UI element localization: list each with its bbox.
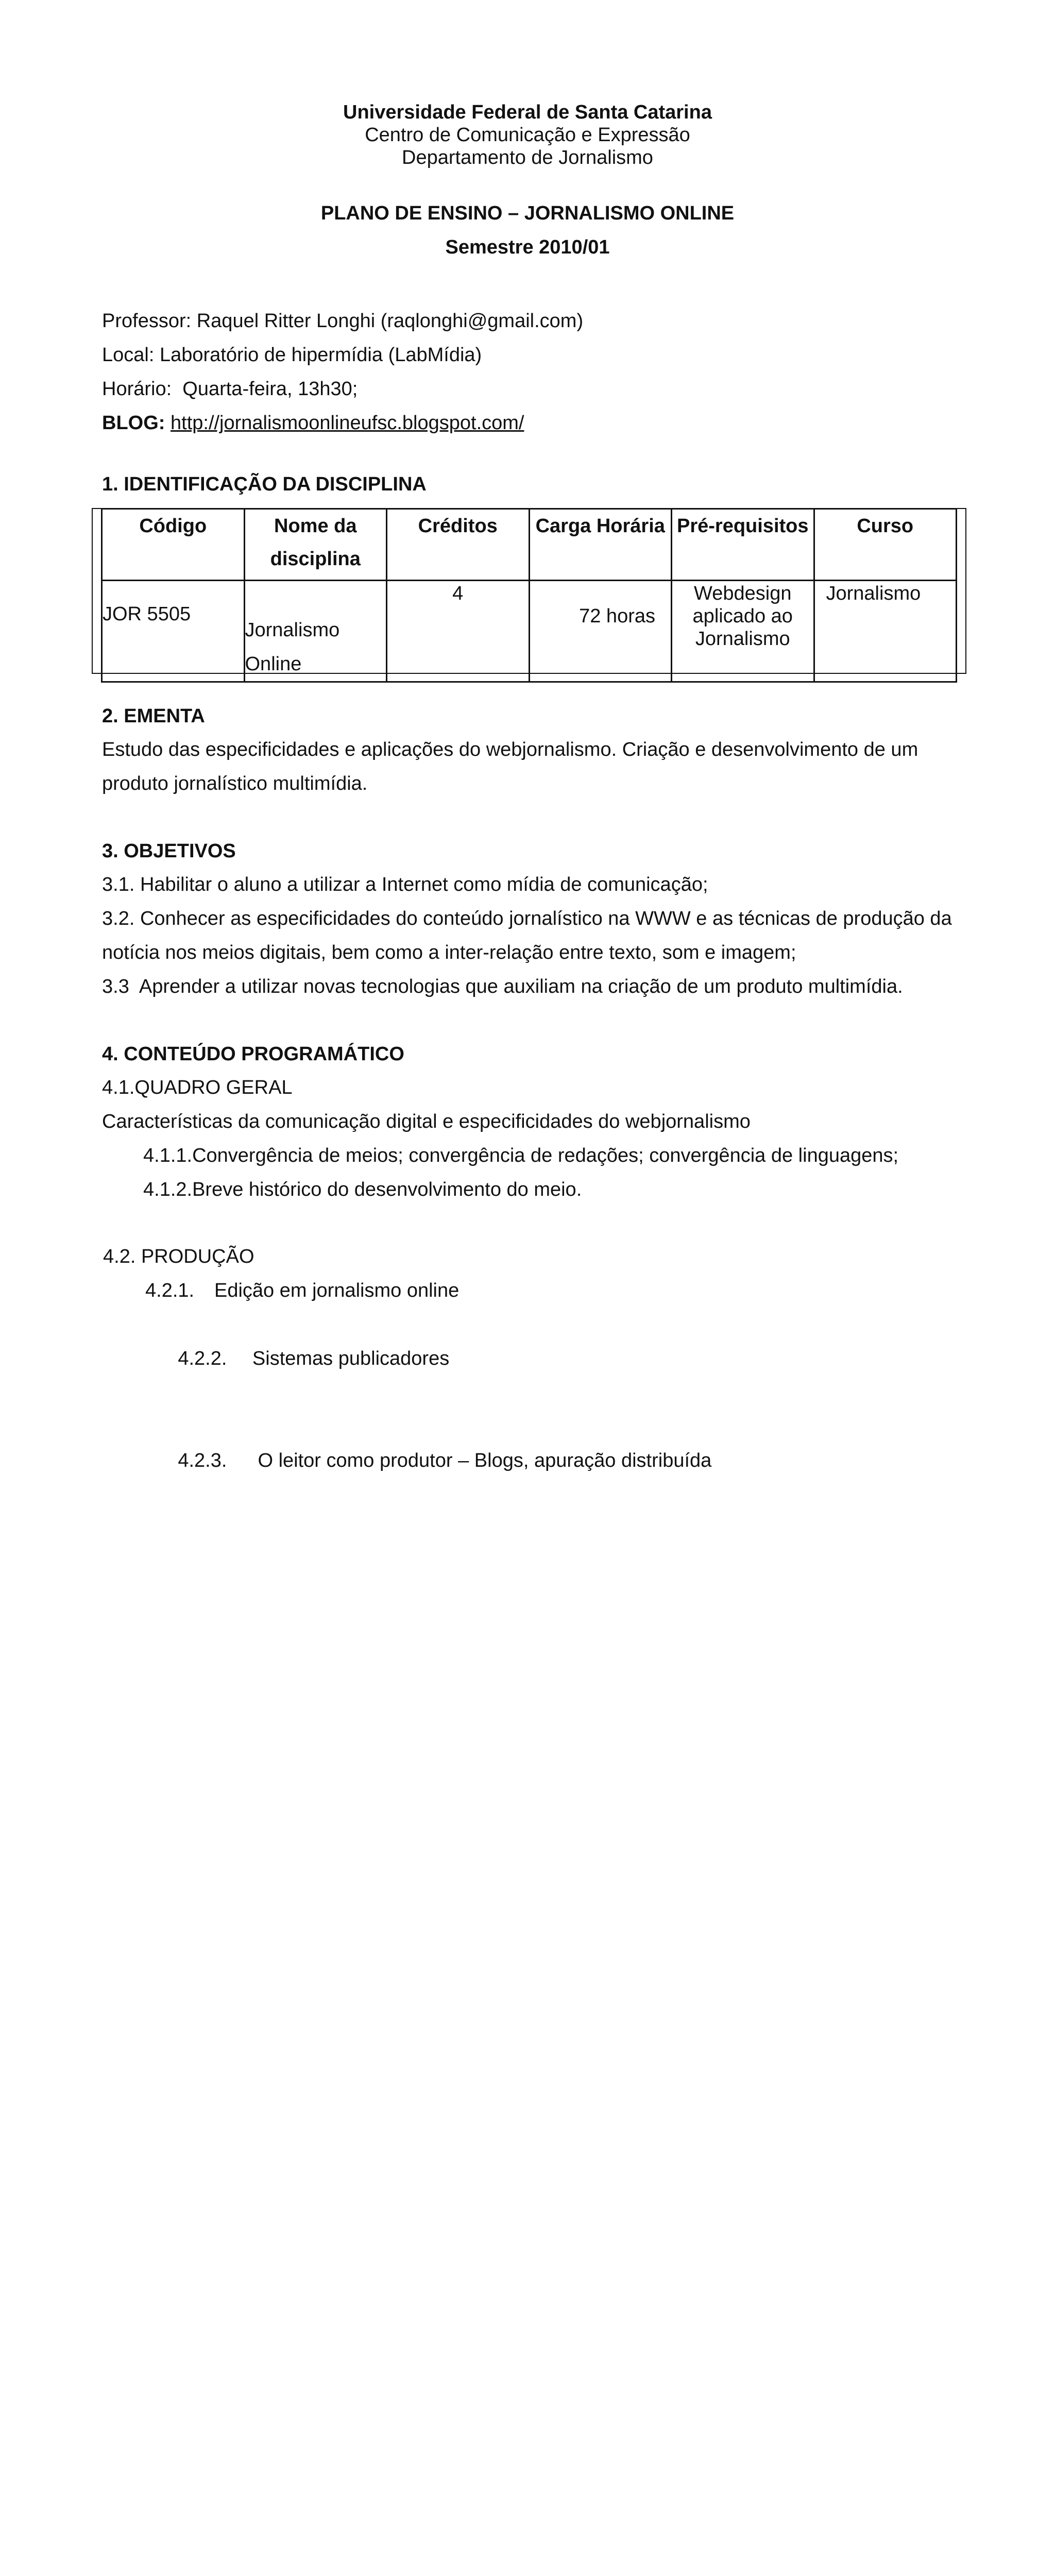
ementa-line1: Estudo das especificidades e aplicações do webjornalismo. Criação e desenvolvimento de um: [102, 739, 918, 760]
header-carga: Carga Horária: [529, 509, 672, 581]
sub-4-2-items: [145, 1274, 711, 1512]
cell-curso-text: Jornalismo: [826, 583, 921, 604]
cell-nome-line1: Jornalismo: [245, 619, 340, 641]
cell-carga-text: 72 horas: [579, 605, 655, 627]
semester-label: Semestre 2010/01: [445, 236, 610, 258]
ementa-text: [102, 733, 967, 801]
header-codigo: Código: [102, 509, 245, 581]
cell-nome: [244, 581, 387, 682]
objetivos-list: [102, 868, 967, 1004]
item-4-1-1: 4.1.1.Convergência de meios; convergência de redações; convergência de linguagens;: [143, 1145, 899, 1166]
objetivo-3-2-line1: 3.2. Conhecer as especificidades do conteúdo jornalístico na WWW e as técnicas de produção da: [102, 908, 952, 929]
item-4-2-1-text: Edição em jornalismo online: [214, 1280, 460, 1301]
cell-prereq-line2: aplicado ao: [692, 605, 793, 627]
horario-line: Horário: Quarta-feira, 13h30;: [102, 378, 358, 400]
item-4-1-2: 4.1.2.Breve histórico do desenvolvimento do meio.: [143, 1179, 582, 1200]
table-header-row: [102, 509, 957, 581]
document-title: PLANO DE ENSINO – JORNALISMO ONLINE: [320, 202, 735, 224]
professor-line: Professor: Raquel Ritter Longhi (raqlonghi@gmail.com): [102, 310, 584, 332]
header-nome-line2: disciplina: [270, 548, 361, 570]
objetivo-3-1: 3.1. Habilitar o aluno a utilizar a Internet como mídia de comunicação;: [102, 874, 708, 895]
document-title-block: [0, 202, 1055, 259]
table-data-row: [102, 581, 957, 682]
quadro-geral-block: [102, 1071, 967, 1139]
objetivo-3-3: 3.3 Aprender a utilizar novas tecnologias que auxiliam na criação de um produto multimídia.: [102, 976, 903, 997]
cell-prereq-line3: Jornalismo: [695, 628, 790, 650]
section3-heading: 3. OBJETIVOS: [102, 840, 236, 862]
blog-link[interactable]: http://jornalismoonlineufsc.blogspot.com/: [171, 412, 524, 434]
section2-heading: 2. EMENTA: [102, 705, 205, 727]
cell-creditos-text: 4: [452, 583, 464, 604]
cell-nome-line2: Online: [245, 653, 302, 675]
header-prereq: Pré-requisitos: [672, 509, 814, 581]
department-name: Departamento de Jornalismo: [402, 147, 653, 168]
item-4-2-3-text: O leitor como produtor – Blogs, apuração distribuída: [247, 1450, 712, 1471]
item-4-2-3: [145, 1410, 711, 1512]
sub-4-1-description: Características da comunicação digital e especificidades do webjornalismo: [102, 1111, 751, 1132]
course-info: [102, 304, 583, 440]
item-4-2-1: [145, 1274, 711, 1308]
blog-label: BLOG:: [102, 412, 165, 434]
item-4-2-1-number: 4.2.1.: [145, 1280, 195, 1301]
item-4-2-3-number: 4.2.3.: [178, 1450, 227, 1471]
university-name: Universidade Federal de Santa Catarina: [343, 101, 712, 123]
header-nome-line1: Nome da: [274, 515, 357, 537]
cell-prereq-line1: Webdesign: [694, 583, 792, 604]
blog-line: [102, 406, 583, 440]
discipline-table: [101, 508, 957, 683]
item-4-2-2-text: Sistemas publicadores: [247, 1348, 450, 1369]
cell-codigo-text: JOR 5505: [103, 603, 191, 625]
section4-heading: 4. CONTEÚDO PROGRAMÁTICO: [102, 1043, 404, 1065]
sub-4-1-items: [143, 1139, 898, 1207]
header-nome: [244, 509, 387, 581]
document-header: [0, 101, 1055, 169]
sub-4-2-heading: 4.2. PRODUÇÃO: [103, 1246, 254, 1267]
ementa-line2: produto jornalístico multimídia.: [102, 773, 368, 794]
center-name: Centro de Comunicação e Expressão: [365, 124, 690, 146]
cell-curso: [814, 581, 957, 682]
section1-heading: 1. IDENTIFICAÇÃO DA DISCIPLINA: [102, 473, 427, 495]
objetivo-3-2-line2: notícia nos meios digitais, bem como a inter-relação entre texto, som e imagem;: [102, 942, 796, 963]
item-4-2-2: [145, 1308, 711, 1410]
sub-4-1-heading: 4.1.QUADRO GERAL: [102, 1077, 293, 1098]
item-4-2-2-number: 4.2.2.: [178, 1348, 227, 1369]
header-curso: Curso: [814, 509, 957, 581]
cell-codigo: [102, 581, 245, 682]
cell-prereq: [672, 581, 814, 682]
cell-creditos: [387, 581, 530, 682]
header-creditos: Créditos: [387, 509, 530, 581]
local-line: Local: Laboratório de hipermídia (LabMídia): [102, 344, 482, 366]
cell-carga: [529, 581, 672, 682]
